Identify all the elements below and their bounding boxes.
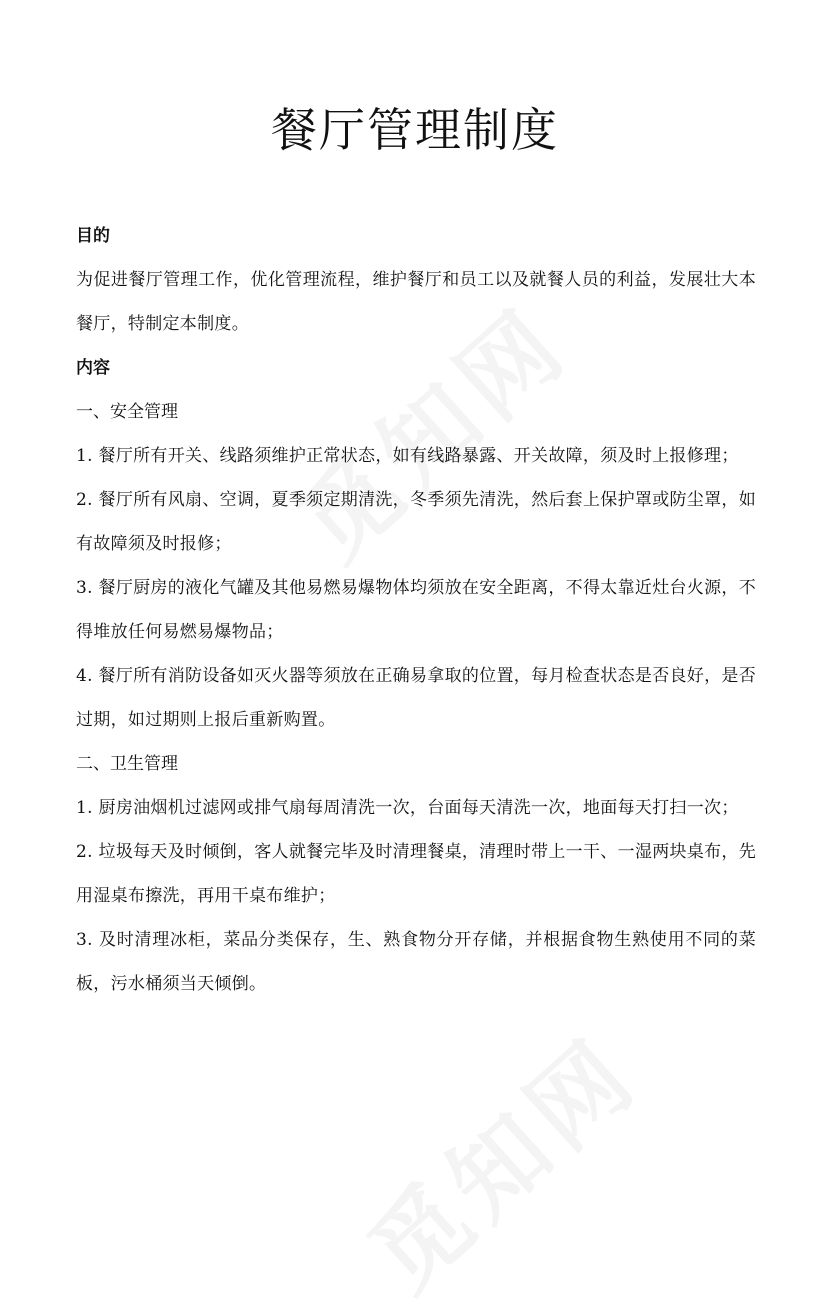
purpose-heading: 目的 [76,226,110,246]
safety-item: 3. 餐厅厨房的液化气罐及其他易燃易爆物体均须放在安全距离，不得太靠近灶台火源，不得堆放任何易燃易爆物品； [76,578,756,642]
purpose-text: 为促进餐厅管理工作，优化管理流程，维护餐厅和员工以及就餐人员的利益，发展壮大本餐厅，特制定本制度。 [76,270,756,334]
hygiene-item: 3. 及时清理冰柜，菜品分类保存，生、熟食物分开存储，并根据食物生熟使用不同的菜板，污水桶须当天倾倒。 [76,930,756,994]
safety-item: 1. 餐厅所有开关、线路须维护正常状态，如有线路暴露、开关故障，须及时上报修理； [76,446,739,466]
hygiene-item: 2. 垃圾每天及时倾倒，客人就餐完毕及时清理餐桌，清理时带上一干、一湿两块桌布，先用湿桌布擦洗，再用干桌布维护； [76,842,756,906]
content-heading: 内容 [76,358,110,378]
document-title: 餐厅管理制度 [271,103,559,157]
hygiene-section-heading: 二、卫生管理 [76,754,178,774]
watermark [335,1001,663,1316]
safety-item: 4. 餐厅所有消防设备如灭火器等须放在正确易拿取的位置，每月检查状态是否良好，是否过期，如过期则上报后重新购置。 [76,666,756,730]
document-body [76,214,756,1006]
safety-item: 2. 餐厅所有风扇、空调，夏季须定期清洗，冬季须先清洗，然后套上保护罩或防尘罩，如有故障须及时报修； [76,490,756,554]
hygiene-item: 1. 厨房油烟机过滤网或排气扇每周清洗一次，台面每天清洗一次，地面每天打扫一次； [76,798,739,818]
safety-section-heading: 一、安全管理 [76,402,178,422]
